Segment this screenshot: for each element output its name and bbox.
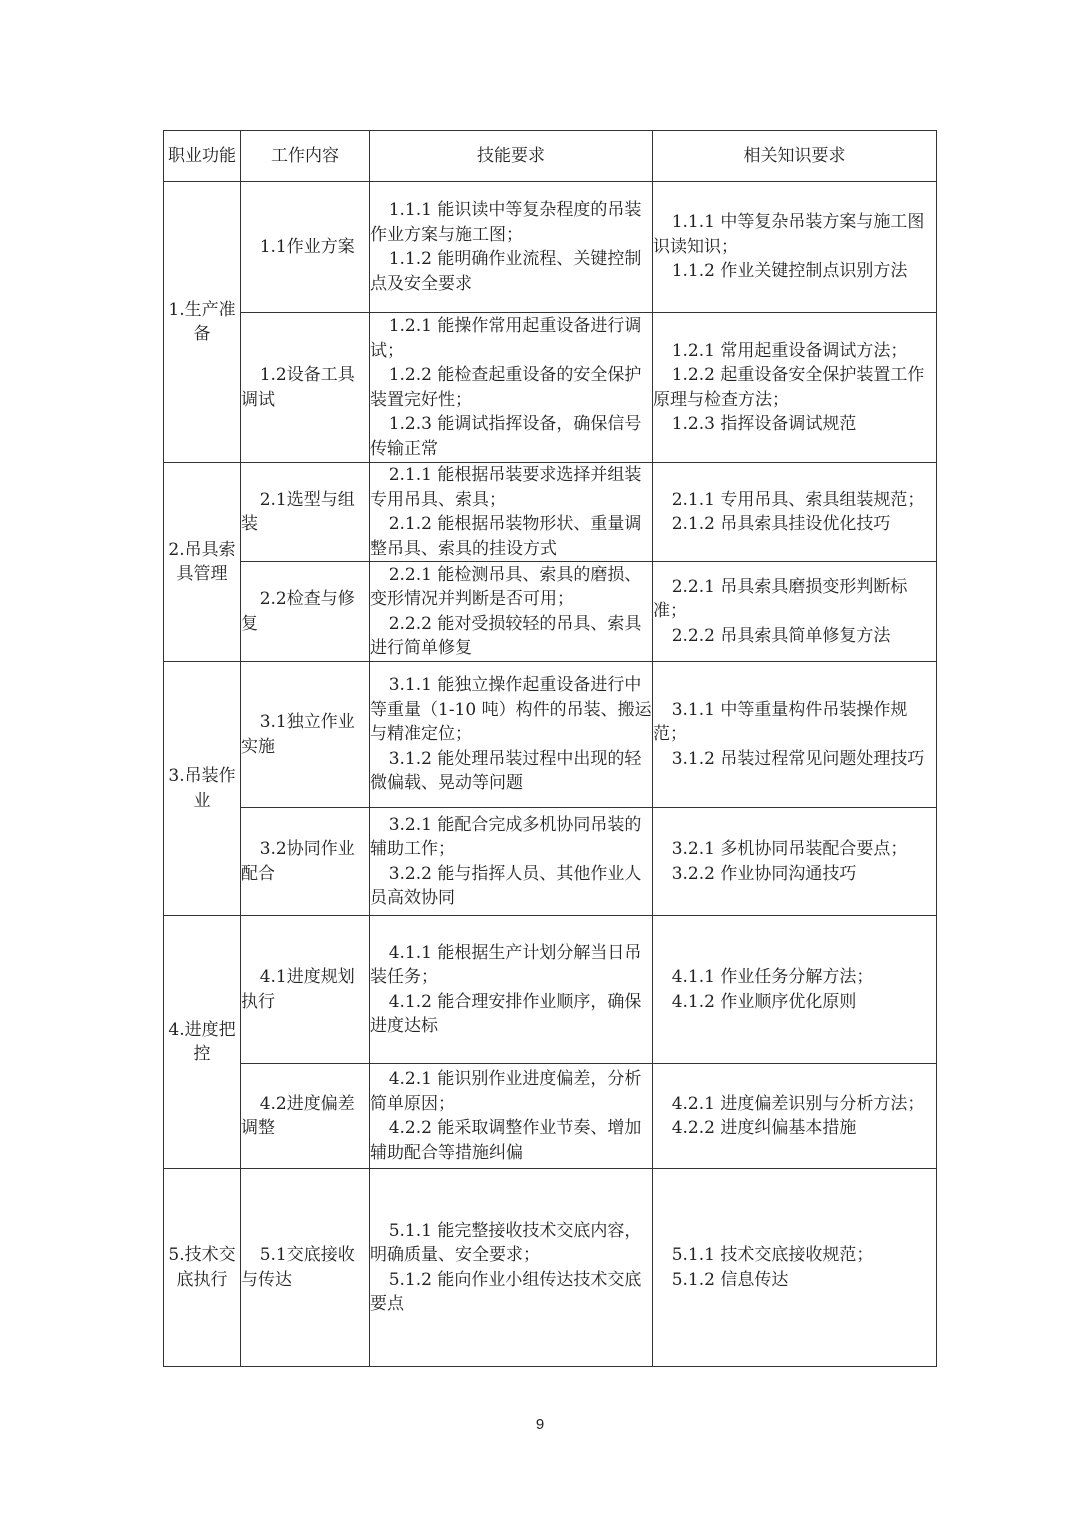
knowledge-item: 3.2.1 多机协同吊装配合要点； [671,839,908,859]
knowledge-item: 4.1.2 作业顺序优化原则 [671,991,857,1012]
work-content-cell: 1.1作业方案 [241,182,370,313]
knowledge-item: 3.1.2 吊装过程常见问题处理技巧 [671,748,925,769]
header-function: 职业功能 [164,131,241,182]
table-row [164,463,937,562]
skill-item: 1.1.1 能识读中等复杂程度的吊装作业方案与施工图； [370,200,642,245]
skills-cell [370,916,653,1064]
knowledge-item: 5.1.2 信息传达 [671,1269,789,1290]
table-row [164,916,937,1064]
work-content-cell: 5.1交底接收与传达 [241,1169,370,1367]
work-content-cell: 1.2设备工具调试 [241,313,370,463]
skill-item: 4.2.1 能识别作业进度偏差，分析简单原因； [370,1069,642,1114]
skill-item: 3.2.1 能配合完成多机协同吊装的辅助工作； [370,814,642,859]
skill-item: 2.1.2 能根据吊装物形状、重量调整吊具、索具的挂设方式 [370,514,642,559]
table-row [164,662,937,808]
work-content-cell: 4.1进度规划执行 [241,916,370,1064]
function-cell-5: 5.技术交底执行 [164,1169,241,1367]
knowledge-cell [653,182,937,313]
knowledge-cell [653,916,937,1064]
knowledge-cell [653,662,937,808]
skill-item: 3.2.2 能与指挥人员、其他作业人员高效协同 [370,863,642,908]
skills-cell [370,1064,653,1169]
skill-item: 5.1.2 能向作业小组传达技术交底要点 [370,1269,642,1314]
header-skill-requirements: 技能要求 [370,131,653,182]
table-row [164,1064,937,1169]
knowledge-item: 2.1.1 专用吊具、索具组装规范； [671,489,925,510]
skills-cell [370,808,653,916]
work-content-cell: 2.1选型与组装 [241,463,370,562]
skills-cell [370,182,653,313]
skill-item: 4.1.1 能根据生产计划分解当日吊装任务； [370,942,642,987]
skill-item: 1.2.3 能调试指挥设备，确保信号传输正常 [370,414,642,459]
competency-table [163,130,937,1367]
skills-cell [370,562,653,662]
table-row [164,808,937,916]
knowledge-item: 2.2.1 吊具索具磨损变形判断标准； [653,576,908,622]
knowledge-cell [653,1064,937,1169]
knowledge-cell [653,808,937,916]
function-cell-2: 2.吊具索具管理 [164,463,241,662]
knowledge-item: 4.1.1 作业任务分解方法； [671,967,874,987]
knowledge-item: 1.1.1 中等复杂吊装方案与施工图识读知识； [653,212,925,257]
skill-item: 2.1.1 能根据吊装要求选择并组装专用吊具、索具； [370,465,642,510]
knowledge-item: 1.1.2 作业关键控制点识别方法 [671,261,908,282]
knowledge-item: 1.2.3 指挥设备调试规范 [671,414,857,434]
skill-item: 4.2.2 能采取调整作业节奏、增加辅助配合等措施纠偏 [370,1118,642,1163]
skill-item: 3.1.1 能独立操作起重设备进行中等重量（1-10 吨）构件的吊装、搬运与精准定位； [370,675,652,745]
work-content-cell: 3.2协同作业配合 [241,808,370,916]
skills-cell [370,313,653,463]
knowledge-item: 1.2.1 常用起重设备调试方法； [671,340,908,361]
table-header-row [164,131,937,182]
skill-item: 1.1.2 能明确作业流程、关键控制点及安全要求 [370,249,642,294]
function-cell-3: 3.吊装作业 [164,662,241,916]
skill-item: 1.2.1 能操作常用起重设备进行调试； [370,316,642,361]
table-row [164,562,937,662]
knowledge-item: 2.2.2 吊具索具简单修复方法 [671,625,891,646]
knowledge-cell [653,463,937,562]
skill-item: 2.2.1 能检测吊具、索具的磨损、变形情况并判断是否可用； [370,564,642,609]
header-work-content: 工作内容 [241,131,370,182]
knowledge-item: 3.1.1 中等重量构件吊装操作规范； [653,699,908,745]
skills-cell [370,463,653,562]
skill-item: 2.2.2 能对受损较轻的吊具、索具进行简单修复 [370,613,642,658]
skills-cell [370,1169,653,1367]
knowledge-cell [653,1169,937,1367]
knowledge-cell [653,313,937,463]
skill-item: 4.1.2 能合理安排作业顺序，确保进度达标 [370,991,642,1036]
table-row [164,313,937,463]
work-content-cell: 2.2检查与修复 [241,562,370,662]
function-cell-1: 1.生产准备 [164,182,241,463]
work-content-cell: 4.2进度偏差调整 [241,1064,370,1169]
skills-cell [370,662,653,808]
knowledge-item: 2.1.2 吊具索具挂设优化技巧 [671,514,891,534]
knowledge-item: 3.2.2 作业协同沟通技巧 [671,863,857,884]
knowledge-item: 5.1.1 技术交底接收规范； [671,1245,874,1265]
skill-item: 1.2.2 能检查起重设备的安全保护装置完好性； [370,365,642,410]
knowledge-item: 1.2.2 起重设备安全保护装置工作原理与检查方法； [653,365,925,410]
skill-item: 5.1.1 能完整接收技术交底内容，明确质量、安全要求； [370,1220,642,1265]
function-cell-4: 4.进度把控 [164,916,241,1169]
page-number: 9 [535,1416,545,1433]
knowledge-cell [653,562,937,662]
knowledge-item: 4.2.2 进度纠偏基本措施 [671,1118,857,1138]
skill-item: 3.1.2 能处理吊装过程中出现的轻微偏载、晃动等问题 [370,748,642,794]
knowledge-item: 4.2.1 进度偏差识别与分析方法； [671,1093,925,1114]
header-knowledge-requirements: 相关知识要求 [653,131,937,182]
table-row [164,1169,937,1367]
table-row [164,182,937,313]
work-content-cell: 3.1独立作业实施 [241,662,370,808]
